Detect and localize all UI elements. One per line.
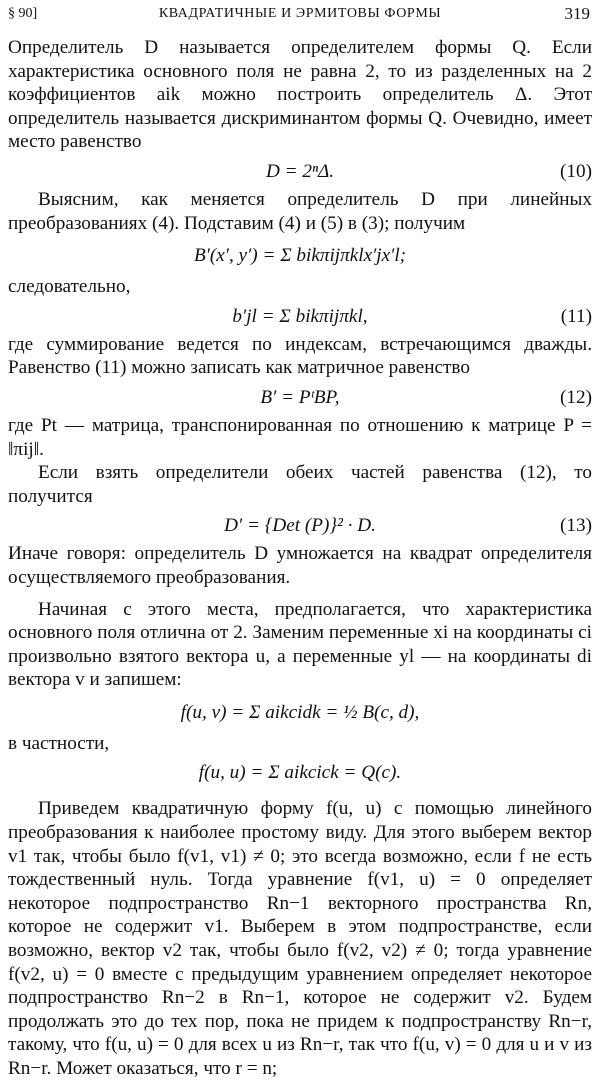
paragraph-8: Начиная с этого места, предполагается, что характеристика основного поля отлична от 2. Заменим переменные xi на координаты ci произвольно взятого вектора u, а переменные yl — на координаты di вектора v и запишем: (8, 598, 592, 691)
paragraph-5: где Pt — матрица, транспонированная по отношению к матрице P = ‖πij‖. (8, 414, 592, 460)
equation-10-formula: D = 2ⁿΔ. (265, 160, 335, 182)
equation-f-uv-formula: f(u, v) = Σ aikcidk = ½ B(c, d), (180, 701, 420, 723)
paragraph-3: следовательно, (8, 276, 131, 298)
paragraph-9: в частности, (8, 732, 110, 754)
equation-11-formula: b′jl = Σ bikπijπkl, (232, 305, 368, 327)
running-header (8, 4, 592, 26)
equation-f-uu-formula: f(u, u) = Σ aikcick = Q(c). (198, 762, 402, 784)
equation-10-number: (10) (560, 160, 592, 182)
paragraph-1: Определитель D называется определителем формы Q. Если характеристика основного поля не равна 2, то из разделенных на 2 коэффициентов aik можно построить определитель Δ. Этот определитель называется дискриминантом формы Q. Очевидно, имеет место равенство (8, 37, 592, 153)
equation-13 (8, 508, 592, 542)
running-title: КВАДРАТИЧНЫЕ И ЭРМИТОВЫ ФОРМЫ (158, 6, 442, 21)
paragraph-10: Приведем квадратичную форму f(u, u) с помощью линейного преобразования к наиболее простому виду. Для этого выберем вектор v1 так, чтобы было f(v1, v1) ≠ 0; это всегда возможно, если f не есть тождественный нуль. Тогда уравнение f(v1, u) = 0 определяет некоторое подпространство Rn−1 векторного пространства Rn, которое не содержит v1. Выберем в этом подпространстве, если возможно, вектор v2 так, чтобы было f(v2, v2) ≠ 0; тогда уравнение f(v2, u) = 0 вместе с предыдущим уравнением определяет некоторое подпространство Rn−2 в Rn−1, которое не содержит v2. Будем продолжать это до тех пор, пока не придем к подпространству Rn−r, такому, что f(u, u) = 0 для всех u из Rn−r, так что f(u, v) = 0 для u и v из Rn−r. Может оказаться, что r = n; (8, 798, 592, 1079)
equation-11-number: (11) (560, 305, 592, 327)
equation-f-uv (8, 692, 592, 732)
paragraph-2: Выясним, как меняется определитель D при линейных преобразованиях (4). Подставим (4) и (5) в (3); получим (8, 188, 592, 234)
equation-12-formula: B′ = PᵗBP, (260, 386, 340, 408)
page-body (8, 36, 592, 1081)
equation-12 (8, 380, 592, 414)
equation-b-prime (8, 235, 592, 275)
section-marker: § 90] (8, 6, 38, 21)
equation-10 (8, 154, 592, 188)
equation-13-number: (13) (560, 515, 592, 537)
paragraph-7: Иначе говоря: определитель D умножается на квадрат определителя осуществляемого преобразования. (8, 543, 592, 588)
equation-11 (8, 299, 592, 333)
paragraph-6: Если взять определители обеих частей равенства (12), то получится (8, 462, 592, 507)
spacer (8, 789, 592, 797)
equation-13-formula: D′ = {Det (P)}² · D. (224, 515, 376, 537)
equation-12-number: (12) (560, 386, 592, 408)
equation-f-uu (8, 755, 592, 789)
paragraph-4: где суммирование ведется по индексам, встречающимся дважды. Равенство (11) можно записать как матричное равенство (8, 333, 592, 379)
page-number: 319 (564, 4, 590, 23)
equation-b-prime-formula: B′(x′, y′) = Σ bikπijπklx′jx′l; (193, 245, 407, 267)
spacer (8, 590, 592, 598)
